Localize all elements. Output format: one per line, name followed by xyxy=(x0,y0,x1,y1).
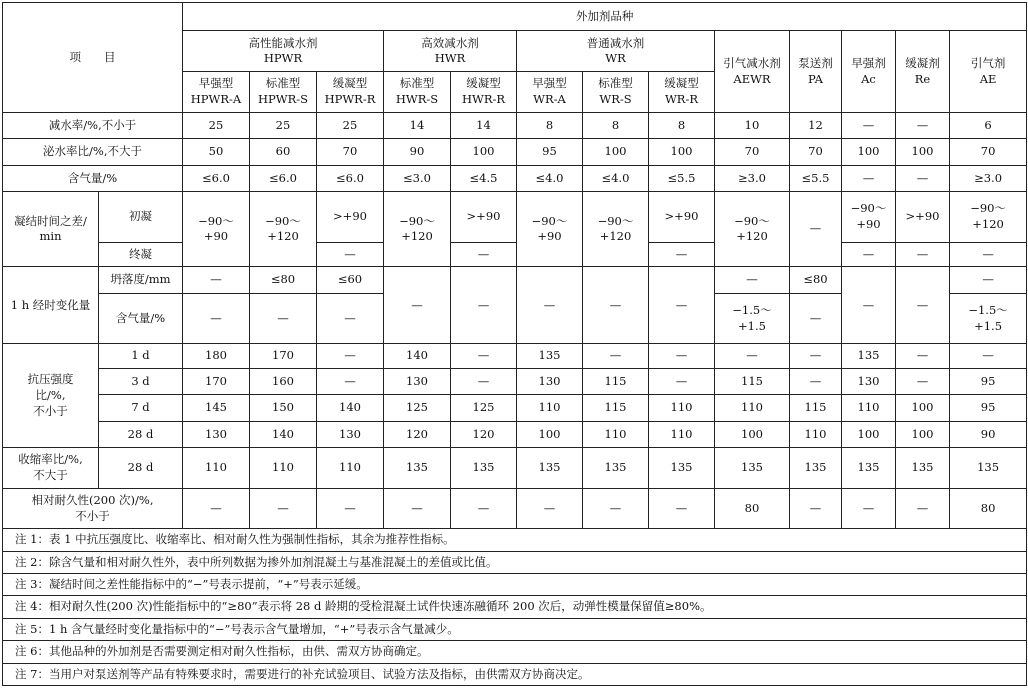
hwr-header: 高效减水剂 HWR xyxy=(384,31,517,72)
value-cell: 10 xyxy=(715,112,790,138)
note-5: 注 5：1 h 含气量经时变化量指标中的“−”号表示含气量增加，“+”号表示含气量减少。 xyxy=(3,618,1027,640)
value-cell: 100 xyxy=(896,139,950,165)
compressive-1d-row xyxy=(3,344,1027,368)
age-label: 28 d xyxy=(99,421,183,447)
note-3: 注 3：凝结时间之差性能指标中的“−”号表示提前，“+”号表示延缓。 xyxy=(3,574,1027,596)
value-cell: 135 xyxy=(790,448,842,489)
subtype-header: 标准型 HPWR-S xyxy=(250,72,317,113)
value-cell: — xyxy=(842,112,896,138)
subtype-header: 缓凝型 HWR-R xyxy=(451,72,517,113)
value-cell: 25 xyxy=(183,112,250,138)
compressive-3d-row xyxy=(3,368,1027,394)
value-cell: 110 xyxy=(649,395,715,421)
value-cell: 8 xyxy=(583,112,649,138)
value-cell: — xyxy=(715,344,790,368)
note-1: 注 1：表 1 中抗压强度比、收缩率比、相对耐久性为强制性指标，其余为推荐性指标。 xyxy=(3,529,1027,551)
value-cell: >+90 xyxy=(896,192,950,243)
durability-row xyxy=(3,488,1027,529)
note-row xyxy=(3,618,1027,640)
value-cell: −90～ +90 xyxy=(517,192,583,267)
value-cell: — xyxy=(451,368,517,394)
value-cell: — xyxy=(896,112,950,138)
value-cell: 100 xyxy=(649,139,715,165)
value-cell: −90～ +120 xyxy=(583,192,649,267)
value-cell: 110 xyxy=(790,421,842,447)
value-cell: — xyxy=(317,368,384,394)
value-cell: 110 xyxy=(715,395,790,421)
value-cell: 130 xyxy=(317,421,384,447)
re-header: 缓凝剂 Re xyxy=(896,31,950,112)
value-cell: −1.5～ +1.5 xyxy=(715,293,790,344)
value-cell: — xyxy=(649,267,715,344)
note-7: 注 7：当用户对泵送剂等产品有特殊要求时，需要进行的补充试验项目、试验方法及指标，由供需双方协商决定。 xyxy=(3,663,1027,685)
value-cell: — xyxy=(317,293,384,344)
note-row xyxy=(3,529,1027,551)
value-cell: 135 xyxy=(384,448,451,489)
value-cell: 100 xyxy=(583,139,649,165)
value-cell: — xyxy=(896,368,950,394)
value-cell: — xyxy=(583,267,649,344)
performance-spec-table xyxy=(2,2,1027,686)
value-cell: — xyxy=(842,242,896,266)
value-cell: 80 xyxy=(715,488,790,529)
note-6: 注 6：其他品种的外加剂是否需要测定相对耐久性指标，由供、需双方协商确定。 xyxy=(3,641,1027,663)
setting-time-final-row xyxy=(3,242,1027,266)
compressive-7d-row xyxy=(3,395,1027,421)
value-cell: 130 xyxy=(183,421,250,447)
value-cell: — xyxy=(790,192,842,267)
note-row xyxy=(3,574,1027,596)
value-cell: 110 xyxy=(583,421,649,447)
value-cell: — xyxy=(649,242,715,266)
value-cell: 12 xyxy=(790,112,842,138)
value-cell: — xyxy=(517,267,583,344)
value-cell: — xyxy=(950,344,1027,368)
value-cell: — xyxy=(583,344,649,368)
value-cell: — xyxy=(649,488,715,529)
value-cell: −90～ +120 xyxy=(715,192,790,267)
age-label: 28 d xyxy=(99,448,183,489)
value-cell: — xyxy=(317,242,384,266)
age-label: 1 d xyxy=(99,344,183,368)
value-cell: — xyxy=(790,293,842,344)
value-cell: — xyxy=(451,267,517,344)
note-row xyxy=(3,596,1027,618)
value-cell: 95 xyxy=(950,395,1027,421)
value-cell: ≤4.0 xyxy=(583,165,649,191)
note-row xyxy=(3,641,1027,663)
value-cell: 100 xyxy=(517,421,583,447)
value-cell: 160 xyxy=(250,368,317,394)
value-cell: 95 xyxy=(950,368,1027,394)
value-cell: — xyxy=(896,242,950,266)
value-cell: — xyxy=(384,488,451,529)
value-cell: 135 xyxy=(950,448,1027,489)
age-label: 7 d xyxy=(99,395,183,421)
value-cell: −90～ +120 xyxy=(384,192,451,267)
value-cell: 100 xyxy=(451,139,517,165)
value-cell: 25 xyxy=(317,112,384,138)
value-cell: — xyxy=(451,344,517,368)
pa-header: 泵送剂 PA xyxy=(790,31,842,112)
value-cell: — xyxy=(517,488,583,529)
bleeding-ratio-row xyxy=(3,139,1027,165)
note-2: 注 2：除含气量和相对耐久性外，表中所列数据为掺外加剂混凝土与基准混凝土的差值或比值。 xyxy=(3,551,1027,573)
value-cell: 140 xyxy=(384,344,451,368)
value-cell: >+90 xyxy=(451,192,517,243)
value-cell: — xyxy=(250,293,317,344)
value-cell: — xyxy=(896,488,950,529)
value-cell: 14 xyxy=(384,112,451,138)
value-cell: 100 xyxy=(842,139,896,165)
value-cell: 50 xyxy=(183,139,250,165)
value-cell: 130 xyxy=(517,368,583,394)
header-row-1 xyxy=(3,3,1027,31)
value-cell: 14 xyxy=(451,112,517,138)
value-cell: 90 xyxy=(950,421,1027,447)
subtype-header: 缓凝型 HPWR-R xyxy=(317,72,384,113)
ac-header: 早强剂 Ac xyxy=(842,31,896,112)
setting-time-label: 凝结时间之差/ min xyxy=(3,192,99,267)
value-cell: −90～ +120 xyxy=(950,192,1027,243)
value-cell: ≥3.0 xyxy=(950,165,1027,191)
value-cell: 140 xyxy=(250,421,317,447)
value-cell: 170 xyxy=(183,368,250,394)
value-cell: ≤6.0 xyxy=(250,165,317,191)
value-cell: — xyxy=(896,344,950,368)
value-cell: ≤6.0 xyxy=(317,165,384,191)
aewr-header: 引气减水剂 AEWR xyxy=(715,31,790,112)
value-cell: 135 xyxy=(649,448,715,489)
value-cell: ≤3.0 xyxy=(384,165,451,191)
shrinkage-label: 收缩率比/%, 不大于 xyxy=(3,448,99,489)
value-cell: −90～ +90 xyxy=(183,192,250,267)
value-cell: 135 xyxy=(517,448,583,489)
value-cell: ≤80 xyxy=(790,267,842,293)
value-cell: 6 xyxy=(950,112,1027,138)
value-cell: 135 xyxy=(517,344,583,368)
value-cell: 60 xyxy=(250,139,317,165)
value-cell: 70 xyxy=(715,139,790,165)
air-change-label: 含气量/% xyxy=(99,293,183,344)
value-cell: — xyxy=(842,267,896,344)
value-cell: — xyxy=(183,488,250,529)
compressive-28d-row xyxy=(3,421,1027,447)
value-cell: — xyxy=(317,344,384,368)
value-cell: 8 xyxy=(649,112,715,138)
value-cell: 100 xyxy=(715,421,790,447)
slump-change-row xyxy=(3,267,1027,293)
value-cell: — xyxy=(950,242,1027,266)
initial-set-label: 初凝 xyxy=(99,192,183,243)
value-cell: — xyxy=(451,242,517,266)
water-reduction-row xyxy=(3,112,1027,138)
value-cell: 140 xyxy=(317,395,384,421)
value-cell: ≤80 xyxy=(250,267,317,293)
value-cell: ≤4.5 xyxy=(451,165,517,191)
value-cell: 110 xyxy=(317,448,384,489)
value-cell: 115 xyxy=(790,395,842,421)
value-cell: 100 xyxy=(896,421,950,447)
value-cell: — xyxy=(649,344,715,368)
air-content-row xyxy=(3,165,1027,191)
durability-label: 相对耐久性(200 次)/%, 不小于 xyxy=(3,488,183,529)
value-cell: 130 xyxy=(842,368,896,394)
value-cell: — xyxy=(384,267,451,344)
subtype-header: 标准型 WR-S xyxy=(583,72,649,113)
value-cell: 135 xyxy=(842,344,896,368)
value-cell: ≤6.0 xyxy=(183,165,250,191)
slump-label: 坍落度/mm xyxy=(99,267,183,293)
value-cell: −90～ +90 xyxy=(842,192,896,243)
value-cell: >+90 xyxy=(317,192,384,243)
value-cell: 170 xyxy=(250,344,317,368)
value-cell: — xyxy=(183,267,250,293)
value-cell: 70 xyxy=(790,139,842,165)
subtype-header: 早强型 WR-A xyxy=(517,72,583,113)
row-label: 含气量/% xyxy=(3,165,183,191)
value-cell: 125 xyxy=(451,395,517,421)
value-cell: 110 xyxy=(842,395,896,421)
value-cell: 110 xyxy=(183,448,250,489)
value-cell: 135 xyxy=(583,448,649,489)
shrinkage-row xyxy=(3,448,1027,489)
value-cell: — xyxy=(896,267,950,344)
value-cell: 120 xyxy=(384,421,451,447)
value-cell: ≤5.5 xyxy=(790,165,842,191)
value-cell: — xyxy=(451,488,517,529)
value-cell: — xyxy=(896,165,950,191)
value-cell: ≤5.5 xyxy=(649,165,715,191)
value-cell: — xyxy=(715,267,790,293)
value-cell: 115 xyxy=(583,368,649,394)
hour-change-label: 1 h 经时变化量 xyxy=(3,267,99,344)
value-cell: — xyxy=(250,488,317,529)
value-cell: 70 xyxy=(317,139,384,165)
value-cell: — xyxy=(183,293,250,344)
age-label: 3 d xyxy=(99,368,183,394)
note-4: 注 4：相对耐久性(200 次)性能指标中的“≥80”表示将 28 d 龄期的受检混凝土试件快速冻融循环 200 次后，动弹性模量保留值≥80%。 xyxy=(3,596,1027,618)
value-cell: 135 xyxy=(715,448,790,489)
value-cell: 110 xyxy=(517,395,583,421)
value-cell: — xyxy=(317,488,384,529)
value-cell: 25 xyxy=(250,112,317,138)
value-cell: — xyxy=(950,267,1027,293)
value-cell: 120 xyxy=(451,421,517,447)
value-cell: 110 xyxy=(649,421,715,447)
ae-header: 引气剂 AE xyxy=(950,31,1027,112)
value-cell: −90～ +120 xyxy=(250,192,317,267)
value-cell: 70 xyxy=(950,139,1027,165)
subtype-header: 标准型 HWR-S xyxy=(384,72,451,113)
value-cell: 95 xyxy=(517,139,583,165)
value-cell: 145 xyxy=(183,395,250,421)
value-cell: 135 xyxy=(896,448,950,489)
wr-header: 普通减水剂 WR xyxy=(517,31,715,72)
value-cell: 8 xyxy=(517,112,583,138)
value-cell: — xyxy=(842,488,896,529)
value-cell: 130 xyxy=(384,368,451,394)
value-cell: 115 xyxy=(583,395,649,421)
value-cell: −1.5～ +1.5 xyxy=(950,293,1027,344)
value-cell: 125 xyxy=(384,395,451,421)
note-row xyxy=(3,551,1027,573)
value-cell: 135 xyxy=(451,448,517,489)
value-cell: — xyxy=(790,368,842,394)
value-cell: ≤60 xyxy=(317,267,384,293)
hpwr-header: 高性能减水剂 HPWR xyxy=(183,31,384,72)
value-cell: 110 xyxy=(250,448,317,489)
compressive-strength-label: 抗压强度 比/%, 不小于 xyxy=(3,344,99,448)
value-cell: 180 xyxy=(183,344,250,368)
value-cell: — xyxy=(583,488,649,529)
value-cell: 135 xyxy=(842,448,896,489)
value-cell: 100 xyxy=(842,421,896,447)
value-cell: — xyxy=(790,488,842,529)
value-cell: 115 xyxy=(715,368,790,394)
value-cell: 90 xyxy=(384,139,451,165)
admixture-type-header: 外加剂品种 xyxy=(183,3,1027,31)
value-cell: 150 xyxy=(250,395,317,421)
value-cell: — xyxy=(842,165,896,191)
value-cell: 100 xyxy=(896,395,950,421)
final-set-label: 终凝 xyxy=(99,242,183,266)
row-label: 减水率/%,不小于 xyxy=(3,112,183,138)
value-cell: ≥3.0 xyxy=(715,165,790,191)
setting-time-initial-row xyxy=(3,192,1027,243)
subtype-header: 缓凝型 WR-R xyxy=(649,72,715,113)
value-cell: >+90 xyxy=(649,192,715,243)
value-cell: ≤4.0 xyxy=(517,165,583,191)
item-header: 项 目 xyxy=(3,3,183,113)
note-row xyxy=(3,663,1027,685)
row-label: 泌水率比/%,不大于 xyxy=(3,139,183,165)
value-cell: — xyxy=(649,368,715,394)
subtype-header: 早强型 HPWR-A xyxy=(183,72,250,113)
value-cell: 80 xyxy=(950,488,1027,529)
value-cell: — xyxy=(790,344,842,368)
